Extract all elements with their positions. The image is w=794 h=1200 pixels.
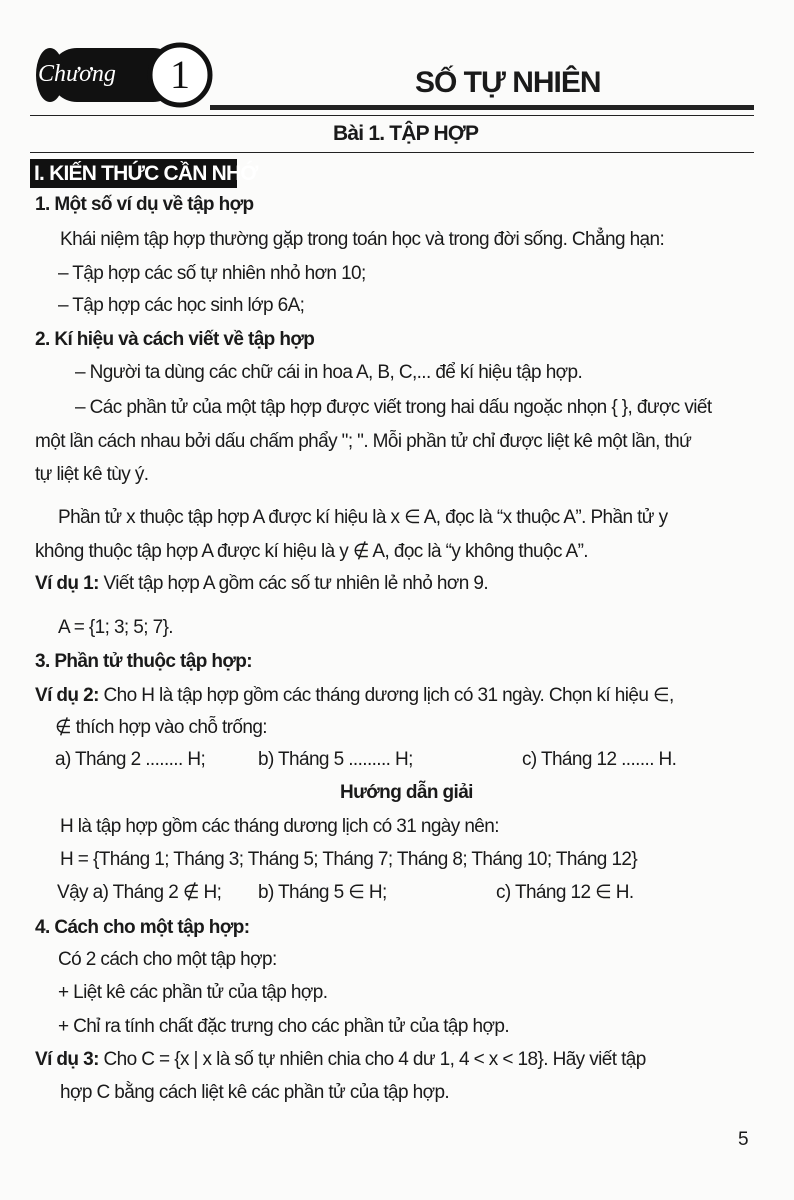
- paragraph: H là tập hợp gồm các tháng dương lịch có 31 ngày nên:: [60, 816, 499, 837]
- answers-row: [57, 881, 646, 905]
- example-text: Viết tập hợp A gồm các số tư nhiên lẻ nhỏ hơn 9.: [98, 573, 489, 594]
- answer: A = {1; 3; 5; 7}.: [58, 617, 173, 638]
- example-1: [35, 572, 488, 596]
- example-label: Ví dụ 3:: [35, 1049, 99, 1070]
- paragraph: H = {Tháng 1; Tháng 3; Tháng 5; Tháng 7; Tháng 8; Tháng 10; Tháng 12}: [60, 849, 638, 870]
- heading-4: 4. Cách cho một tập hợp:: [35, 917, 250, 938]
- heading-2: 2. Kí hiệu và cách viết về tập hợp: [35, 329, 315, 350]
- paragraph: – Người ta dùng các chữ cái in hoa A, B, C,... để kí hiệu tập hợp.: [75, 362, 583, 383]
- example-3: [35, 1048, 646, 1072]
- paragraph: ∉ thích hợp vào chỗ trống:: [55, 717, 267, 738]
- answer-c: c) Tháng 12 ∈ H.: [496, 882, 634, 903]
- page-number: 5: [738, 1129, 749, 1150]
- options-row: [55, 748, 688, 772]
- paragraph: + Chỉ ra tính chất đặc trưng cho các phần tử của tập hợp.: [58, 1016, 510, 1037]
- paragraph: tự liệt kê tùy ý.: [35, 464, 149, 485]
- paragraph: + Liệt kê các phần tử của tập hợp.: [58, 982, 328, 1003]
- example-label: Ví dụ 1:: [35, 573, 99, 594]
- paragraph: một lần cách nhau bởi dấu chấm phẩy "; ". Mỗi phần tử chỉ được liệt kê một lần, thứ: [35, 431, 692, 452]
- paragraph: – Tập hợp các học sinh lớp 6A;: [58, 295, 305, 316]
- heading-3: 3. Phần tử thuộc tập hợp:: [35, 651, 253, 672]
- answer-a: Vậy a) Tháng 2 ∉ H;: [57, 882, 222, 903]
- chapter-title: SỐ TỰ NHIÊN: [415, 66, 601, 99]
- example-label: Ví dụ 2:: [35, 685, 99, 706]
- example-text: Cho H là tập hợp gồm các tháng dương lịch có 31 ngày. Chọn kí hiệu ∈,: [98, 685, 674, 706]
- paragraph: – Các phần tử của một tập hợp được viết trong hai dấu ngoặc nhọn { }, được viết: [75, 397, 712, 418]
- answer-b: b) Tháng 5 ∈ H;: [258, 882, 387, 903]
- header-rule: [30, 115, 754, 116]
- example-2: [35, 684, 674, 708]
- option-a: a) Tháng 2 ........ H;: [55, 749, 206, 770]
- option-c: c) Tháng 12 ....... H.: [522, 749, 677, 770]
- paragraph: hợp C bằng cách liệt kê các phần tử của tập hợp.: [60, 1082, 450, 1103]
- section-heading: I. KIẾN THỨC CẦN NHỚ: [30, 159, 237, 188]
- lesson-title: Bài 1. TẬP HỢP: [333, 122, 479, 145]
- chapter-word: Chương: [38, 61, 116, 87]
- example-text: Cho C = {x | x là số tự nhiên chia cho 4 dư 1, 4 < x < 18}. Hãy viết tập: [98, 1049, 646, 1070]
- paragraph: Có 2 cách cho một tập hợp:: [58, 949, 277, 970]
- solution-heading: Hướng dẫn giải: [340, 782, 473, 803]
- paragraph: Khái niệm tập hợp thường gặp trong toán học và trong đời sống. Chẳng hạn:: [60, 229, 665, 250]
- header-rule-thick: [210, 105, 754, 110]
- paragraph: Phần tử x thuộc tập hợp A được kí hiệu là x ∈ A, đọc là “x thuộc A”. Phần tử y: [58, 507, 668, 528]
- paragraph: không thuộc tập hợp A được kí hiệu là y ∉ A, đọc là “y không thuộc A”.: [35, 541, 588, 562]
- option-b: b) Tháng 5 ......... H;: [258, 749, 413, 770]
- heading-1: 1. Một số ví dụ về tập hợp: [35, 194, 254, 215]
- chapter-number: 1: [170, 52, 190, 97]
- paragraph: – Tập hợp các số tự nhiên nhỏ hơn 10;: [58, 263, 366, 284]
- lesson-rule: [30, 152, 754, 153]
